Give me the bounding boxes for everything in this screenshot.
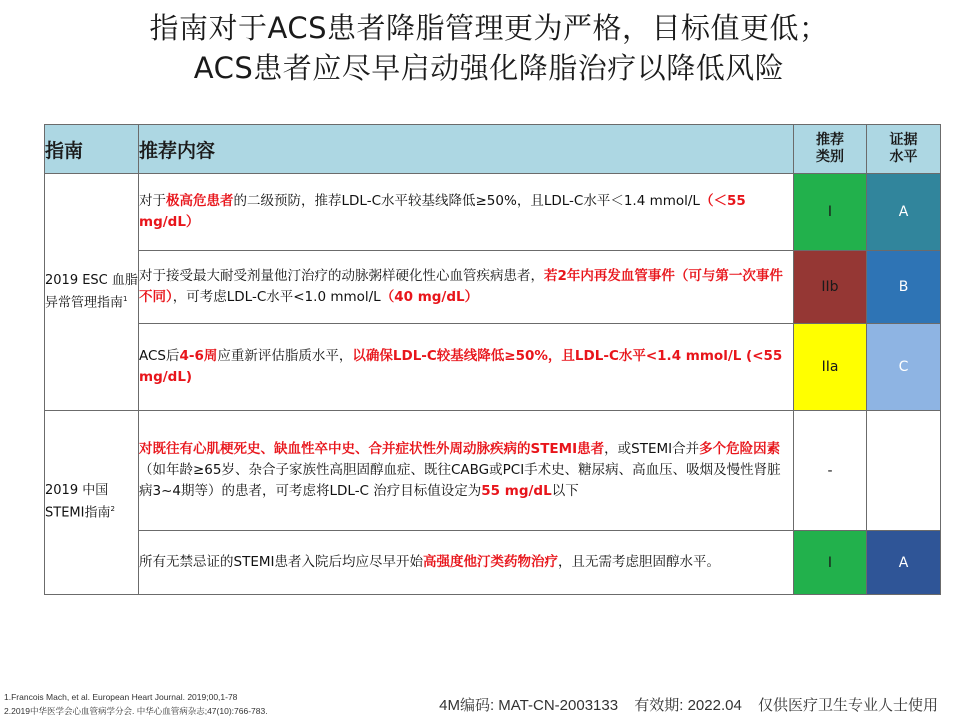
body-text: 所有无禁忌证的STEMI患者入院后均应尽早开始 (139, 554, 423, 570)
evidence-level: C (867, 324, 941, 411)
title-line-2: ACS患者应尽早启动强化降脂治疗以降低风险 (193, 51, 785, 85)
emphasis-text: （＜55 mg/dL） (139, 193, 746, 230)
recommendation-class: I (794, 174, 867, 251)
table-row (45, 411, 941, 531)
header-class-line2: 类别 (816, 149, 844, 165)
guide-ref-sup: 1 (123, 294, 128, 303)
body-text: ，且无需考虑胆固醇水平。 (557, 554, 720, 570)
reference-item: 2.2019中华医学会心血管病学分会. 中华心血管病杂志;47(10):766-783. (4, 706, 268, 716)
emphasis-text: 55 mg/dL (481, 483, 552, 499)
body-text: 对于 (139, 193, 166, 209)
title-line-1: 指南对于ACS患者降脂管理更为严格，目标值更低； (149, 11, 829, 45)
body-text: ，可考虑LDL-C水平<1.0 mmol/L (172, 289, 381, 305)
emphasis-text: 对既往有心肌梗死史、缺血性卒中史、合并症状性外周动脉疾病的STEMI患者 (139, 441, 605, 457)
recommendation-content (139, 411, 794, 531)
guide-name-cell (45, 174, 139, 411)
guide-name: 2019 中国STEMI指南 (45, 483, 111, 521)
emphasis-text: 多个危险因素 (699, 441, 781, 457)
footer-notice: 仅供医疗卫生专业人士使用 (757, 697, 938, 714)
emphasis-text: 4-6周 (179, 348, 218, 364)
header-class-line1: 推荐 (816, 132, 844, 148)
body-text: （如年龄≥65岁、杂合子家族性高胆固醇血症、既往CABG或PCI手术史、糖尿病、高血压、吸烟及慢性肾脏病3~4期等）的患者，可考虑将LDL-C 治疗目标值设定为 (139, 462, 781, 499)
guideline-table (44, 124, 941, 595)
footer-validity: 有效期: 2022.04 (634, 697, 742, 714)
footer (427, 694, 938, 715)
table-row (45, 531, 941, 595)
body-text: ACS后 (139, 348, 180, 364)
body-text: 以下 (551, 483, 579, 499)
body-text: 对于接受最大耐受剂量他汀治疗的动脉粥样硬化性心血管疾病患者， (139, 268, 544, 284)
recommendation-class: IIa (794, 324, 867, 411)
table-row (45, 251, 941, 324)
guide-name-cell (45, 411, 139, 595)
recommendation-content (139, 174, 794, 251)
references (4, 690, 268, 718)
emphasis-text: 若2年内再发血管事件（可与第一次事件不同） (139, 268, 783, 305)
emphasis-text: 以确保LDL-C较基线降低≥50%，且LDL-C水平<1.4 mmol/L (<55 mg/dL) (139, 348, 783, 385)
header-evidence-line1: 证据 (889, 132, 918, 148)
table-row (45, 324, 941, 411)
guide-name: 2019 ESC 血脂异常管理指南 (45, 272, 138, 311)
body-text: ，或STEMI合并 (604, 441, 700, 457)
header-class (794, 125, 867, 174)
evidence-level (867, 411, 941, 531)
recommendation-content (139, 251, 794, 324)
guide-ref-sup: 2 (110, 505, 115, 514)
emphasis-text: 高强度他汀类药物治疗 (422, 554, 558, 570)
header-evidence-line2: 水平 (889, 149, 918, 165)
header-content: 推荐内容 (139, 125, 794, 174)
evidence-level: B (867, 251, 941, 324)
header-evidence (867, 125, 941, 174)
emphasis-text: （40 mg/dL） (380, 289, 479, 305)
recommendation-content (139, 324, 794, 411)
recommendation-class: IIb (794, 251, 867, 324)
evidence-level: A (867, 531, 941, 595)
table-row (45, 174, 941, 251)
recommendation-class: - (794, 411, 867, 531)
reference-item: 1.Francois Mach, et al. European Heart Journal. 2019;00,1-78 (4, 692, 238, 702)
footer-code: 4M编码: MAT-CN-2003133 (439, 697, 619, 714)
evidence-level: A (867, 174, 941, 251)
header-guide: 指南 (45, 125, 139, 174)
recommendation-class: I (794, 531, 867, 595)
recommendation-content (139, 531, 794, 595)
body-text: 的二级预防，推荐LDL-C水平较基线降低≥50%，且LDL-C水平＜1.4 mmol/L (233, 193, 700, 209)
emphasis-text: 极高危患者 (166, 193, 234, 209)
table-header-row (45, 125, 941, 174)
slide-title (0, 8, 978, 88)
body-text: 应重新评估脂质水平， (217, 348, 353, 364)
